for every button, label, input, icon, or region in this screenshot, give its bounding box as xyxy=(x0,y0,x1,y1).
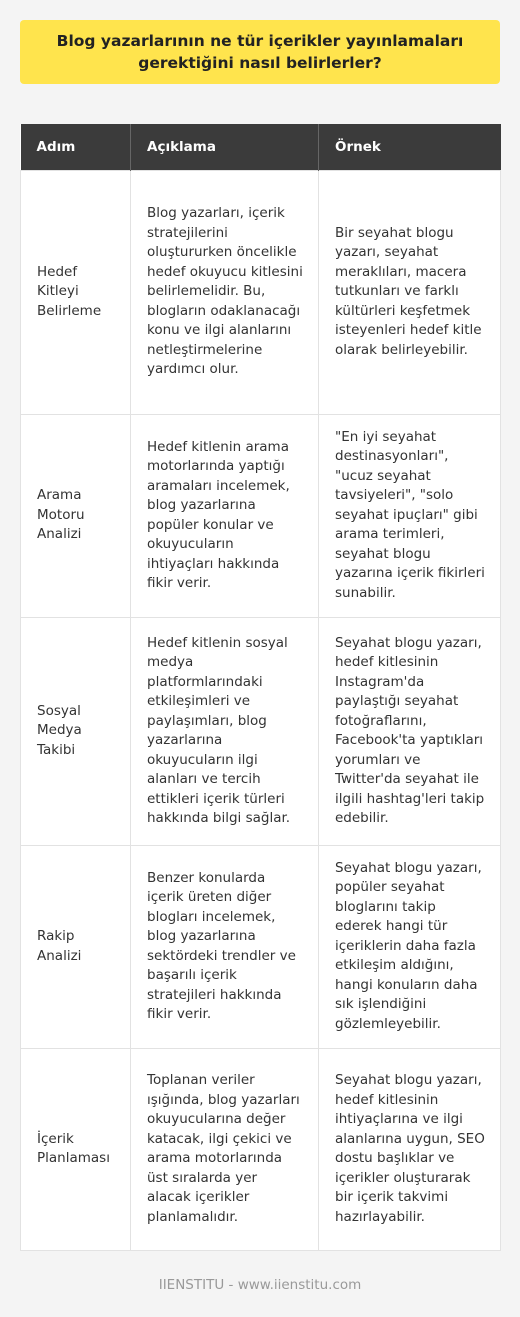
step-cell: Hedef Kitleyi Belirleme xyxy=(21,170,131,414)
step-cell: İçerik Planlaması xyxy=(21,1048,131,1250)
table-row xyxy=(21,1048,501,1250)
page-title: Blog yazarlarının ne tür içerikler yayınlamaları gerektiğini nasıl belirlerler? xyxy=(56,32,464,72)
title-banner xyxy=(20,20,500,84)
example-cell: Seyahat blogu yazarı, hedef kitlesinin Instagram'da paylaştığı seyahat fotoğraflarını, Facebook'ta yaptıkları yorumları ve Twitter'da seyahat ile ilgili hashtag'leri takip edebilir. xyxy=(319,617,501,845)
table-row xyxy=(21,414,501,617)
description-cell: Hedef kitlenin sosyal medya platformlarındaki etkileşimleri ve paylaşımları, blog yazarlarına okuyucuların ilgi alanları ve tercih ettikleri içerik türleri hakkında bilgi sağlar. xyxy=(131,617,319,845)
header-example: Örnek xyxy=(319,124,501,170)
header-description: Açıklama xyxy=(131,124,319,170)
example-cell: "En iyi seyahat destinasyonları", "ucuz seyahat tavsiyeleri", "solo seyahat ipuçları" gibi arama terimleri, seyahat blogu yazarına içerik fikirleri sunabilir. xyxy=(319,414,501,617)
table-row xyxy=(21,170,501,414)
description-cell: Benzer konularda içerik üreten diğer blogları incelemek, blog yazarlarına sektördeki trendler ve başarılı içerik stratejileri hakkında fikir verir. xyxy=(131,845,319,1048)
description-cell: Hedef kitlenin arama motorlarında yaptığı aramaları incelemek, blog yazarlarına popüler konular ve okuyucuların ihtiyaçları hakkında fikir verir. xyxy=(131,414,319,617)
description-cell: Blog yazarları, içerik stratejilerini oluştururken öncelikle hedef okuyucu kitlesini belirlemelidir. Bu, blogların odaklanacağı konu ve ilgi alanlarını netleştirmelerine yardımcı olur. xyxy=(131,170,319,414)
header-step: Adım xyxy=(21,124,131,170)
example-cell: Seyahat blogu yazarı, hedef kitlesinin ihtiyaçlarına ve ilgi alanlarına uygun, SEO dostu başlıklar ve içerikler oluşturarak bir içerik takvimi hazırlayabilir. xyxy=(319,1048,501,1250)
table-row xyxy=(21,845,501,1048)
steps-table xyxy=(20,124,501,1251)
step-cell: Rakip Analizi xyxy=(21,845,131,1048)
footer-credit: IIENSTITU - www.iienstitu.com xyxy=(158,1277,362,1293)
table-row xyxy=(21,617,501,845)
step-cell: Arama Motoru Analizi xyxy=(21,414,131,617)
step-cell: Sosyal Medya Takibi xyxy=(21,617,131,845)
example-cell: Seyahat blogu yazarı, popüler seyahat bloglarını takip ederek hangi tür içeriklerin daha fazla etkileşim aldığını, hangi konuların daha sık işlendiğini gözlemleyebilir. xyxy=(319,845,501,1048)
description-cell: Toplanan veriler ışığında, blog yazarları okuyucularına değer katacak, ilgi çekici ve arama motorlarında üst sıralarda yer alacak içerikler planlamalıdır. xyxy=(131,1048,319,1250)
example-cell: Bir seyahat blogu yazarı, seyahat meraklıları, macera tutkunları ve farklı kültürleri keşfetmek isteyenleri hedef kitle olarak belirleyebilir. xyxy=(319,170,501,414)
table-header-row xyxy=(21,124,501,170)
